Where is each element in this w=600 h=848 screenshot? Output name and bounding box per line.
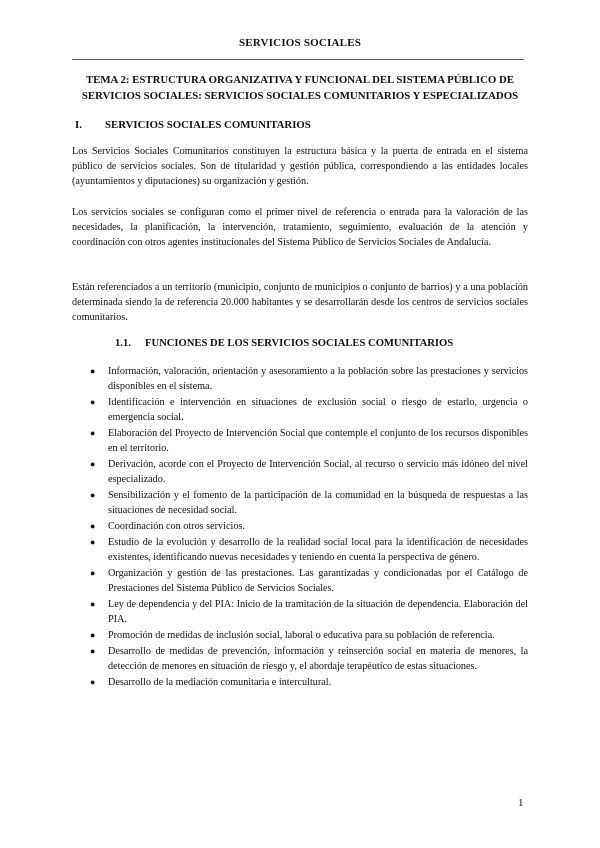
page-number: 1	[518, 797, 524, 809]
tema-heading-line-1: TEMA 2: ESTRUCTURA ORGANIZATIVA Y FUNCIONAL DEL SISTEMA PÚBLICO DE	[85, 74, 515, 86]
section-1-title: SERVICIOS SOCIALES COMUNITARIOS	[105, 119, 311, 131]
list-item	[90, 457, 528, 487]
bullet-icon: ●	[90, 537, 96, 547]
bullet-icon: ●	[90, 599, 96, 609]
bullet-icon: ●	[90, 630, 96, 640]
paragraph-2: Los servicios sociales se configuran como el primer nivel de referencia o entrada para la valoración de las necesidades, la planificación, la intervención, tratamiento, seguimiento, evaluación de la atención y coordinación con otros agentes institucionales del Sistema Público de Servicios Sociales de Andalucía.	[72, 207, 528, 248]
list-item-text: Desarrollo de medidas de prevención, información y reinserción social en materia de menores, la detección de menores en situación de riesgo y, el abordaje terapéutico de estas situaciones.	[108, 646, 528, 672]
bullet-icon: ●	[90, 646, 96, 656]
list-item-text: Información, valoración, orientación y asesoramiento a la población sobre las prestaciones y servicios disponibles en el sistema.	[108, 366, 528, 392]
list-item	[90, 535, 528, 565]
list-item-text: Sensibilización y el fomento de la participación de la comunidad en la búsqueda de respuestas a las situaciones de necesidad social.	[108, 490, 528, 516]
paragraph-1: Los Servicios Sociales Comunitarios constituyen la estructura básica y la puerta de entrada en el sistema público de servicios sociales. Son de titularidad y gestión pública, correspondiendo a las entidades locales (ayuntamientos y diputaciones) su organización y gestión.	[72, 146, 528, 187]
paragraph-3: Están referenciados a un territorio (municipio, conjunto de municipios o conjunto de barrios) y a una población determinada siendo la de referencia 20.000 habitantes y se desarrollarán desde los centros de servicios sociales comunitarios.	[72, 282, 528, 323]
list-item-text: Coordinación con otros servicios.	[108, 521, 245, 532]
bullet-icon: ●	[90, 677, 96, 687]
bullet-icon: ●	[90, 568, 96, 578]
list-item	[90, 566, 528, 596]
list-item	[90, 628, 528, 643]
list-item-text: Elaboración del Proyecto de Intervención Social que contemple el conjunto de los recursos disponibles en el territorio.	[108, 428, 528, 454]
list-item-text: Derivación, acorde con el Proyecto de Intervención Social, al recurso o servicio más idóneo del nivel especializado.	[108, 459, 528, 485]
bullet-icon: ●	[90, 490, 96, 500]
list-item	[90, 488, 528, 518]
list-item	[90, 644, 528, 674]
list-item	[90, 675, 528, 690]
list-item-text: Estudio de la evolución y desarrollo de la realidad social local para la identificación de necesidades existentes, identificando nuevas necesidades y teniendo en cuenta la perspectiva de género.	[108, 537, 528, 563]
bullet-icon: ●	[90, 428, 96, 438]
list-item-text: Desarrollo de la mediación comunitaria e intercultural.	[108, 677, 332, 688]
section-1-number: I.	[75, 119, 82, 131]
list-item-text: Organización y gestión de las prestaciones. Las garantizadas y condicionadas por el Catálogo de Prestaciones del Sistema Público de Servicios Sociales.	[108, 568, 528, 594]
tema-heading-line-2: SERVICIOS SOCIALES: SERVICIOS SOCIALES COMUNITARIOS Y ESPECIALIZADOS	[81, 90, 519, 102]
running-header-title: SERVICIOS SOCIALES	[238, 37, 362, 49]
bullet-icon: ●	[90, 366, 96, 376]
section-1-1-number: 1.1.	[115, 338, 131, 349]
bullet-icon: ●	[90, 459, 96, 469]
functions-list	[90, 364, 528, 691]
list-item	[90, 519, 528, 534]
header-divider	[72, 59, 524, 60]
list-item-text: Ley de dependencia y del PIA: Inicio de la tramitación de la situación de dependencia. Elaboración del PIA.	[108, 599, 528, 625]
section-1-heading	[75, 118, 311, 133]
bullet-icon: ●	[90, 397, 96, 407]
list-item	[90, 364, 528, 394]
tema-heading	[72, 72, 528, 104]
section-1-1-heading	[115, 336, 453, 351]
section-1-1-title: FUNCIONES DE LOS SERVICIOS SOCIALES COMUNITARIOS	[145, 338, 454, 349]
list-item	[90, 597, 528, 627]
list-item	[90, 395, 528, 425]
list-item-text: Promoción de medidas de inclusión social, laboral o educativa para su población de referencia.	[108, 630, 495, 641]
bullet-icon: ●	[90, 521, 96, 531]
list-item-text: Identificación e intervención en situaciones de exclusión social o riesgo de estarlo, urgencia o emergencia social.	[108, 397, 528, 423]
list-item	[90, 426, 528, 456]
